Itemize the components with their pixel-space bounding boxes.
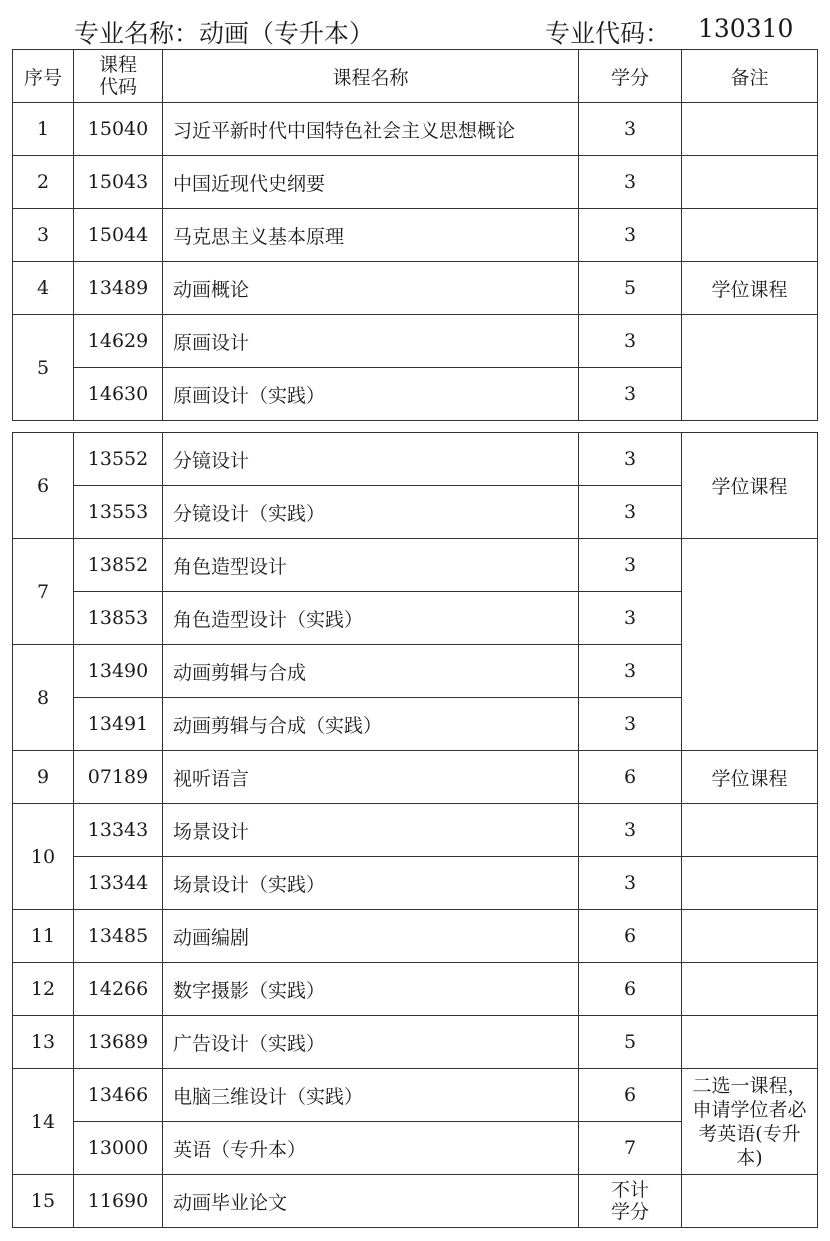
row-credit: 7 — [579, 1122, 682, 1175]
table-row — [13, 910, 818, 963]
row-name: 电脑三维设计（实践） — [163, 1069, 579, 1122]
row-code: 14629 — [74, 315, 163, 368]
row-name: 分镜设计 — [163, 433, 579, 486]
row-credit: 3 — [579, 209, 682, 262]
row-note — [682, 1016, 818, 1069]
header-note: 备注 — [682, 50, 818, 103]
table-row — [13, 103, 818, 156]
table-header-row — [13, 50, 818, 103]
row-note — [682, 857, 818, 910]
row-code: 13343 — [74, 804, 163, 857]
row-note — [682, 963, 818, 1016]
header-code-line2: 代码 — [98, 76, 137, 98]
row-note — [682, 103, 818, 156]
row-code: 13491 — [74, 698, 163, 751]
row-note — [682, 1175, 818, 1228]
row-code: 13689 — [74, 1016, 163, 1069]
row-note — [682, 209, 818, 262]
row-seq: 12 — [13, 963, 74, 1016]
header-code — [74, 50, 163, 103]
row-code: 13852 — [74, 539, 163, 592]
row-code: 15044 — [74, 209, 163, 262]
table-row — [13, 156, 818, 209]
table-row — [13, 857, 818, 910]
table-row — [13, 539, 818, 592]
row-credit: 3 — [579, 486, 682, 539]
row-code: 14630 — [74, 368, 163, 421]
row-name: 分镜设计（实践） — [163, 486, 579, 539]
row-name: 动画概论 — [163, 262, 579, 315]
row-code: 15040 — [74, 103, 163, 156]
row-name: 数字摄影（实践） — [163, 963, 579, 1016]
header-name: 课程名称 — [163, 50, 579, 103]
row-seq: 14 — [13, 1069, 74, 1175]
row-seq: 2 — [13, 156, 74, 209]
row-seq: 5 — [13, 315, 74, 421]
row-note — [682, 156, 818, 209]
row-credit: 3 — [579, 857, 682, 910]
row-code: 13344 — [74, 857, 163, 910]
table-row — [13, 1016, 818, 1069]
row-seq: 6 — [13, 433, 74, 539]
row-note — [682, 315, 818, 421]
row-code: 14266 — [74, 963, 163, 1016]
row-credit: 3 — [579, 804, 682, 857]
major-code-value: 130310 — [698, 14, 794, 43]
page-heading — [0, 10, 830, 46]
row-seq: 9 — [13, 751, 74, 804]
row-note — [682, 804, 818, 857]
row-credit: 5 — [579, 262, 682, 315]
row-code: 15043 — [74, 156, 163, 209]
row-credit: 6 — [579, 1069, 682, 1122]
row-seq: 11 — [13, 910, 74, 963]
row-note — [682, 910, 818, 963]
header-seq: 序号 — [13, 50, 74, 103]
row-code: 13466 — [74, 1069, 163, 1122]
row-credit: 6 — [579, 963, 682, 1016]
row-code: 11690 — [74, 1175, 163, 1228]
row-name: 角色造型设计（实践） — [163, 592, 579, 645]
row-name: 马克思主义基本原理 — [163, 209, 579, 262]
row-credit: 3 — [579, 103, 682, 156]
row-credit: 3 — [579, 592, 682, 645]
row-name: 英语（专升本） — [163, 1122, 579, 1175]
row-credit: 3 — [579, 156, 682, 209]
row-credit: 3 — [579, 315, 682, 368]
major-name-label: 专业名称：动画（专升本） — [74, 19, 375, 48]
table-row — [13, 315, 818, 368]
row-credit: 6 — [579, 910, 682, 963]
table-row — [13, 963, 818, 1016]
row-note: 二选一课程，申请学位者必考英语(专升本) — [682, 1069, 818, 1175]
major-code-label: 专业代码： — [545, 19, 671, 48]
row-name: 广告设计（实践） — [163, 1016, 579, 1069]
row-credit: 3 — [579, 368, 682, 421]
row-name: 中国近现代史纲要 — [163, 156, 579, 209]
credit-line2: 学分 — [610, 1201, 649, 1223]
row-name: 动画剪辑与合成 — [163, 645, 579, 698]
row-credit: 6 — [579, 751, 682, 804]
row-code: 13485 — [74, 910, 163, 963]
row-credit: 5 — [579, 1016, 682, 1069]
row-name: 视听语言 — [163, 751, 579, 804]
row-note — [682, 539, 818, 751]
table-row — [13, 262, 818, 315]
row-name: 动画毕业论文 — [163, 1175, 579, 1228]
row-credit: 3 — [579, 539, 682, 592]
row-name: 角色造型设计 — [163, 539, 579, 592]
row-credit — [579, 1175, 682, 1228]
table-row — [13, 209, 818, 262]
course-table-part2 — [12, 432, 818, 1228]
row-note: 学位课程 — [682, 262, 818, 315]
credit-line1: 不计 — [610, 1179, 649, 1201]
row-name: 原画设计 — [163, 315, 579, 368]
header-credit: 学分 — [579, 50, 682, 103]
row-credit: 3 — [579, 645, 682, 698]
row-seq: 15 — [13, 1175, 74, 1228]
row-code: 13489 — [74, 262, 163, 315]
row-seq: 4 — [13, 262, 74, 315]
row-seq: 10 — [13, 804, 74, 910]
table-row — [13, 1069, 818, 1122]
course-table-part1 — [12, 49, 818, 421]
row-code: 13853 — [74, 592, 163, 645]
row-note: 学位课程 — [682, 751, 818, 804]
table-row — [13, 751, 818, 804]
row-code: 13490 — [74, 645, 163, 698]
row-name: 原画设计（实践） — [163, 368, 579, 421]
table-row — [13, 433, 818, 486]
row-code: 13000 — [74, 1122, 163, 1175]
row-name: 场景设计 — [163, 804, 579, 857]
row-seq: 3 — [13, 209, 74, 262]
row-name: 动画剪辑与合成（实践） — [163, 698, 579, 751]
row-code: 07189 — [74, 751, 163, 804]
row-code: 13553 — [74, 486, 163, 539]
row-seq: 7 — [13, 539, 74, 645]
header-code-line1: 课程 — [98, 54, 137, 76]
table-row — [13, 1175, 818, 1228]
row-name: 场景设计（实践） — [163, 857, 579, 910]
table-row — [13, 804, 818, 857]
row-name: 习近平新时代中国特色社会主义思想概论 — [163, 103, 579, 156]
row-credit: 3 — [579, 698, 682, 751]
row-seq: 8 — [13, 645, 74, 751]
row-seq: 1 — [13, 103, 74, 156]
row-code: 13552 — [74, 433, 163, 486]
row-note: 学位课程 — [682, 433, 818, 539]
row-seq: 13 — [13, 1016, 74, 1069]
row-name: 动画编剧 — [163, 910, 579, 963]
row-credit: 3 — [579, 433, 682, 486]
